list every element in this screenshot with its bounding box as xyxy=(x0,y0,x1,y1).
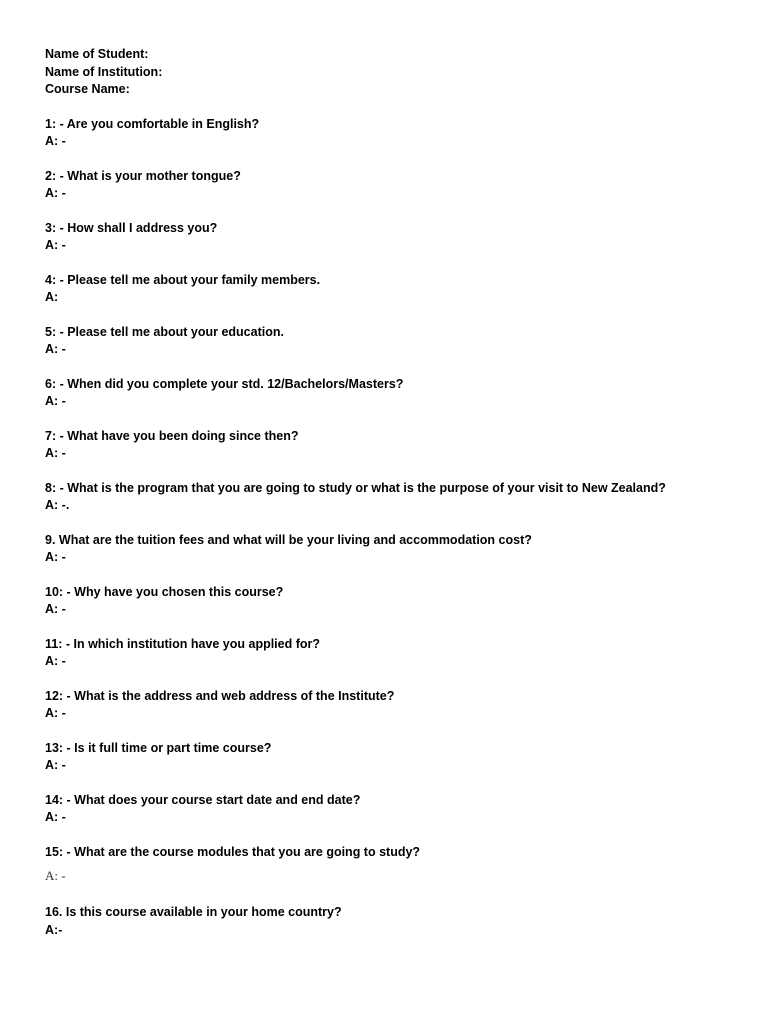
answer-10: A: - xyxy=(45,602,66,616)
qa-item-8 xyxy=(45,480,745,515)
qa-item-10 xyxy=(45,584,745,619)
question-9: 9. What are the tuition fees and what will be your living and accommodation cost? xyxy=(45,532,532,547)
qa-item-5 xyxy=(45,324,745,359)
question-6: 6: - When did you complete your std. 12/Bachelors/Masters? xyxy=(45,376,404,391)
question-11: 11: - In which institution have you applied for? xyxy=(45,636,321,651)
qa-item-14 xyxy=(45,792,745,827)
question-4: 4: - Please tell me about your family members. xyxy=(45,272,321,287)
answer-2: A: - xyxy=(45,186,66,200)
qa-item-6 xyxy=(45,376,745,411)
answer-11: A: - xyxy=(45,654,66,668)
qa-item-13 xyxy=(45,740,745,775)
question-15: 15: - What are the course modules that you are going to study? xyxy=(45,844,421,859)
answer-16: A:- xyxy=(45,922,63,937)
qa-item-1 xyxy=(45,116,745,151)
answer-6: A: - xyxy=(45,394,66,408)
qa-item-7 xyxy=(45,428,745,463)
institution-name-label: Name of Institution: xyxy=(45,64,163,79)
qa-item-12 xyxy=(45,688,745,723)
qa-item-3 xyxy=(45,220,745,255)
answer-5: A: - xyxy=(45,342,66,356)
course-name-label: Course Name: xyxy=(45,82,130,96)
qa-item-9 xyxy=(45,532,745,567)
question-8: 8: - What is the program that you are going to study or what is the purpose of your visit to New Zealand? xyxy=(45,480,666,495)
question-16: 16. Is this course available in your home country? xyxy=(45,905,342,919)
question-5: 5: - Please tell me about your education. xyxy=(45,324,284,339)
question-13: 13: - Is it full time or part time course? xyxy=(45,740,272,755)
qa-item-11 xyxy=(45,636,745,671)
question-3: 3: - How shall I address you? xyxy=(45,220,218,235)
question-12: 12: - What is the address and web address of the Institute? xyxy=(45,688,395,703)
answer-14: A: - xyxy=(45,810,66,824)
answer-15: A: - xyxy=(45,868,66,883)
answer-3: A: - xyxy=(45,238,66,252)
question-14: 14: - What does your course start date and end date? xyxy=(45,792,361,807)
qa-item-15 xyxy=(45,844,745,887)
answer-12: A: - xyxy=(45,706,66,720)
answer-13: A: - xyxy=(45,758,66,772)
answer-9: A: - xyxy=(45,550,66,564)
answer-7: A: - xyxy=(45,446,66,460)
question-1: 1: - Are you comfortable in English? xyxy=(45,116,260,131)
question-7: 7: - What have you been doing since then? xyxy=(45,428,299,443)
question-10: 10: - Why have you chosen this course? xyxy=(45,584,284,599)
document-content xyxy=(45,46,745,956)
student-name-label: Name of Student: xyxy=(45,47,149,61)
qa-item-16 xyxy=(45,904,745,939)
header-block xyxy=(45,46,745,99)
answer-4: A: xyxy=(45,290,59,304)
qa-item-4 xyxy=(45,272,745,307)
question-2: 2: - What is your mother tongue? xyxy=(45,168,241,183)
answer-8: A: -. xyxy=(45,498,70,512)
answer-1: A: - xyxy=(45,134,66,148)
qa-item-2 xyxy=(45,168,745,203)
